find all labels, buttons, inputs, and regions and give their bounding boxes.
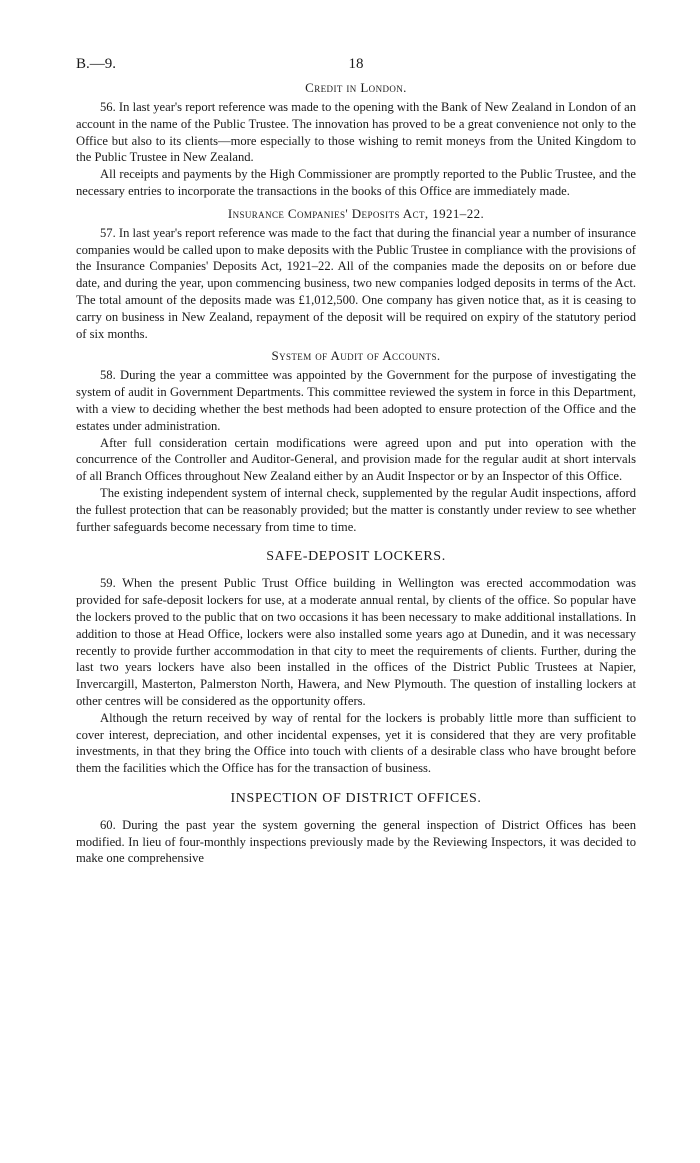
- section-heading: Credit in London.: [305, 80, 407, 95]
- section-credit-in-london: [76, 80, 636, 200]
- paragraph: 59. When the present Public Trust Office building in Wellington was erected accommodation was provided for safe-deposit lockers for use, at a moderate annual rental, by clients of the office. So popular have the lockers proved to the public that on two occasions it has been necessary to make additional installations. In addition to those at Head Office, lockers were also installed some years ago at Dunedin, and it was necessary recently to provide further accommodation in that city to meet the requirements of clients. Further, during the last two years lockers have also been installed in the offices of the District Public Trustees at Napier, Invercargill, Masterton, Palmerston North, Hawera, and New Plymouth. The question of installing lockers at other centres will be considered as the opportunity offers.: [76, 576, 636, 708]
- section-safe-deposit-lockers: [76, 549, 636, 777]
- page-number: 18: [348, 56, 364, 72]
- paragraph: 60. During the past year the system governing the general inspection of District Offices has been modified. In lieu of four-monthly inspections previously made by the Reviewing Inspectors, it was decided to make one comprehensive: [76, 817, 636, 866]
- section-audit-system: [76, 348, 636, 535]
- section-insurance-deposits: [76, 206, 636, 343]
- paragraph: Although the return received by way of rental for the lockers is probably little more than sufficient to cover interest, depreciation, and other incidental expenses, yet it is considered that they are very profitable investments, in that they bring the Office into touch with clients of a desirable class who have brought before them the facilities which the Office has for the transaction of business.: [76, 710, 636, 776]
- document-reference: B.—9.: [76, 56, 117, 72]
- paragraph: The existing independent system of internal check, supplemented by the regular Audit inspections, afford the fullest protection that can be reasonably provided; but the matter is constantly under review to see whether further safeguards become necessary from time to time.: [76, 485, 636, 534]
- paragraph: 58. During the year a committee was appointed by the Government for the purpose of investigating the system of audit in Government Departments. This committee reviewed the system in force in this Department, with a view to deciding whether the best methods had been adopted to ensure protection of the Office and the estates under administration.: [76, 368, 636, 433]
- section-heading: Insurance Companies' Deposits Act, 1921–22.: [227, 205, 485, 221]
- paragraph: 56. In last year's report reference was made to the opening with the Bank of New Zealand in London of an account in the name of the Public Trustee. The innovation has proved to be a great convenience not only to the Office but also to its clients—more especially to those wishing to remit moneys from the United Kingdom to the Public Trustee in New Zealand.: [76, 100, 636, 165]
- paragraph: After full consideration certain modifications were agreed upon and put into operation with the concurrence of the Controller and Auditor-General, and provision made for the regular audit at short intervals of all Branch Offices throughout New Zealand either by an Audit Inspector or by an Inspector of this Office.: [76, 435, 636, 484]
- document-page: [76, 56, 636, 867]
- section-heading: SAFE-DEPOSIT LOCKERS.: [266, 549, 446, 565]
- paragraph: All receipts and payments by the High Commissioner are promptly reported to the Public Trustee, and the necessary entries to incorporate the transactions in the books of this Office are immediately made.: [76, 167, 636, 198]
- section-inspection-district-offices: [76, 791, 636, 867]
- section-heading: System of Audit of Accounts.: [271, 348, 441, 364]
- paragraph: 57. In last year's report reference was made to the fact that during the financial year a number of insurance companies would be called upon to make deposits with the Public Trustee in compliance with the provisions of the Insurance Companies' Deposits Act, 1921–22. All of the companies made the deposits on or before due date, and during the year, upon commencing business, two new companies lodged deposits in terms of the Act. The total amount of the deposits made was £1,012,500. One company has given notice that, as it is ceasing to carry on business in New Zealand, repayment of the deposit will be required on expiry of the statutory period of six months.: [76, 225, 636, 341]
- page-header: [76, 56, 636, 78]
- section-heading: INSPECTION OF DISTRICT OFFICES.: [230, 790, 482, 806]
